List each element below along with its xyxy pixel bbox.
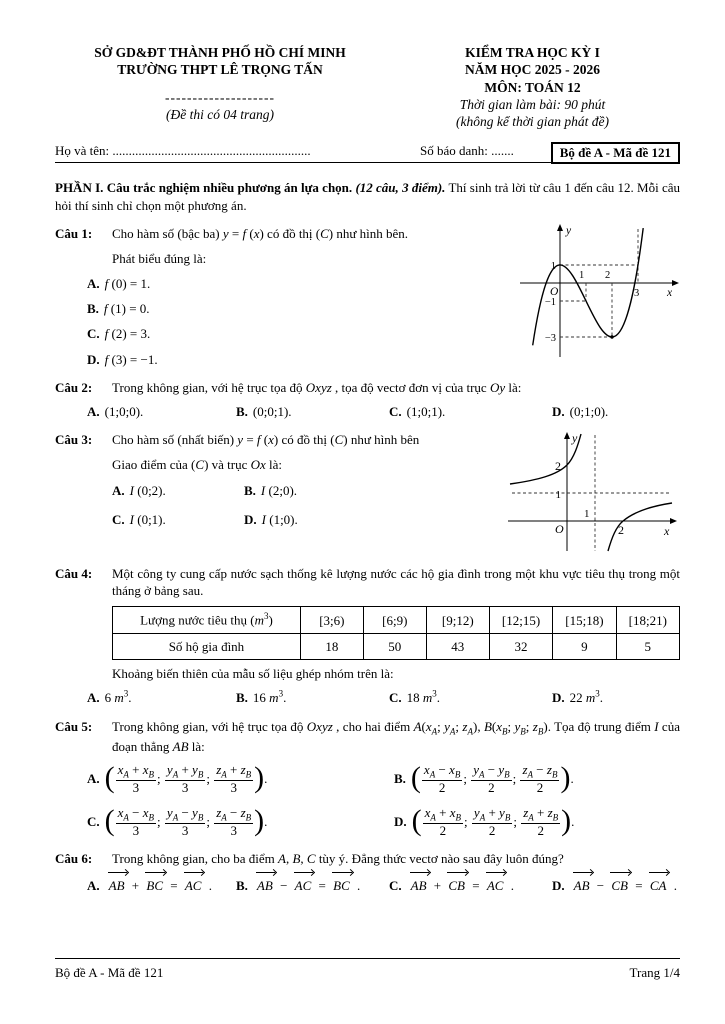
- question-2-text: Trong không gian, với hệ trục tọa độ Oxyz , tọa độ vectơ đơn vị của trục Oy là:: [112, 379, 522, 395]
- pages-note: (Đề thi có 04 trang): [166, 106, 274, 122]
- table-row-intervals: [113, 607, 680, 633]
- option-a-label: A.: [112, 483, 125, 499]
- y-axis-label: y: [572, 431, 578, 446]
- origin-label: O: [555, 522, 564, 537]
- question-4-prompt: Khoảng biến thiên của mẫu số liệu ghép nhóm trên là:: [112, 666, 394, 681]
- frequency-table: [112, 606, 680, 660]
- option-d-text: (0;1;0).: [569, 403, 609, 419]
- page-footer: [55, 958, 680, 981]
- exam-title: KIỂM TRA HỌC KỲ I: [465, 45, 600, 60]
- option-d: [394, 803, 680, 839]
- question-4-options: [87, 689, 680, 706]
- option-d-label: D.: [394, 813, 407, 829]
- x-axis-label: x: [664, 524, 670, 539]
- option-c-text: 18 $m^3$.: [406, 689, 441, 706]
- option-a-label: A.: [87, 403, 100, 419]
- rational-function-graph: [502, 429, 680, 554]
- option-b-label: B.: [236, 690, 248, 706]
- option-a-text: f (0) = 1.: [104, 276, 151, 292]
- question-5-content: [87, 718, 680, 839]
- option-b-label: B.: [394, 770, 406, 786]
- part1-title: PHẦN I. Câu trắc nghiệm nhiều phương án lựa chọn.: [55, 180, 353, 196]
- option-b-text: 16 $m^3$.: [252, 689, 287, 706]
- option-b-text: I (2;0).: [260, 483, 298, 499]
- question-3-prompt: Giao điểm của (C) và trục Ox là:: [112, 457, 283, 473]
- table-cell-count: 32: [489, 633, 552, 659]
- option-b: [236, 689, 389, 706]
- table-cell-count: 50: [363, 633, 426, 659]
- y-tick-m1: −1: [544, 296, 556, 308]
- option-a-text: ( $\frac{x_A + x_B}{3}$ ; $\frac{y_A + y_B}{3}$ ; $\frac{z_A + z_B}{3}$ ).: [104, 760, 268, 796]
- x-tick-1: 1: [584, 508, 590, 521]
- option-c-text: I (0;1).: [129, 511, 166, 527]
- option-a: [87, 760, 394, 796]
- question-4-number: Câu 4:: [55, 566, 93, 582]
- x-tick-1: 1: [579, 269, 585, 281]
- student-name-field: Họ và tên: .............................................................: [55, 143, 311, 159]
- option-d-label: D.: [552, 403, 565, 419]
- y-axis-arrow: [557, 224, 563, 231]
- part1-instructions: Thí sinh trả lời từ câu 1 đến câu 12. Mỗi câu hỏi thí sinh chỉ chọn một phương án.: [55, 180, 680, 213]
- option-b: [236, 874, 389, 899]
- table-cell-interval: [3;6): [300, 607, 363, 633]
- table-cell-interval: [9;12): [426, 607, 489, 633]
- exam-code-box: Bộ đề A - Mã đề 121: [551, 142, 680, 164]
- question-2-options: [87, 403, 680, 420]
- option-b-text: ( $\frac{x_A - x_B}{2}$ ; $\frac{y_A - y_B}{2}$ ; $\frac{z_A - z_B}{2}$ ).: [410, 760, 574, 796]
- option-b-text: (0;0;1).: [252, 403, 292, 419]
- exam-info-block: [385, 44, 680, 130]
- y-tick-2: 2: [555, 459, 561, 474]
- option-b-label: B.: [236, 878, 248, 894]
- hyperbola-curve: [510, 434, 672, 551]
- table-cell-count: 9: [553, 633, 616, 659]
- x-tick-2: 2: [618, 523, 624, 538]
- option-c-label: C.: [389, 403, 402, 419]
- question-6-number: Câu 6:: [55, 851, 93, 867]
- option-c-label: C.: [87, 813, 100, 829]
- left-branch: [510, 434, 581, 484]
- option-c: [389, 403, 552, 420]
- x-tick-2: 2: [605, 269, 611, 281]
- option-a: [87, 874, 236, 899]
- part1-points: (12 câu, 3 điểm).: [355, 180, 446, 196]
- option-c-label: C.: [87, 326, 100, 342]
- x-axis-arrow: [670, 518, 677, 524]
- option-c: [112, 511, 244, 528]
- asymptotes: [512, 435, 670, 551]
- candidate-number-field: Số báo danh: .......: [420, 143, 514, 159]
- question-5-text: Trong không gian, với hệ trục tọa độ Oxyz , cho hai điểm $A(x_A$; $y_A$; $z_A$), $B(x_B$; $y_B$; $z_B$). Tọa độ trung điểm I của đoạn thẳng AB là:: [112, 718, 680, 755]
- option-a-label: A.: [87, 878, 100, 894]
- table-cell-interval: [15;18): [553, 607, 616, 633]
- x-axis-label: x: [667, 286, 673, 299]
- table-cell-count: 43: [426, 633, 489, 659]
- question-5-number: Câu 5:: [55, 718, 93, 734]
- x-axis-arrow: [672, 280, 679, 286]
- question-1-prompt: Phát biểu đúng là:: [112, 250, 207, 266]
- y-tick-m3: −3: [544, 332, 556, 344]
- option-d-label: D.: [552, 690, 565, 706]
- option-a-label: A.: [87, 770, 100, 786]
- option-d-text: 22 $m^3$.: [569, 689, 604, 706]
- option-c-label: C.: [389, 690, 402, 706]
- option-c-label: C.: [112, 511, 125, 527]
- table-row-counts: [113, 633, 680, 659]
- question-3-options: [112, 482, 452, 527]
- option-c-label: C.: [389, 878, 402, 894]
- option-d-label: D.: [552, 878, 565, 894]
- divider-dashes: --------------------: [165, 89, 275, 105]
- option-a-label: A.: [87, 276, 100, 292]
- cubic-function-graph: [508, 221, 680, 361]
- question-3-text: Cho hàm số (nhất biến) y = f (x) có đồ thị (C) như hình bên: [112, 432, 420, 448]
- part1-heading: [55, 179, 680, 213]
- option-b-label: B.: [87, 301, 99, 317]
- question-4-content: [87, 565, 680, 707]
- question-6: [55, 850, 680, 899]
- question-6-options: [87, 874, 680, 899]
- option-c: [389, 689, 552, 706]
- option-a: [87, 403, 236, 420]
- option-b-label: B.: [244, 483, 256, 499]
- question-5: [55, 718, 680, 839]
- footer-page-number: Trang 1/4: [629, 965, 680, 980]
- question-5-options: [87, 760, 680, 839]
- y-axis-label: y: [566, 224, 572, 237]
- option-d-text: f (3) = −1.: [104, 351, 158, 367]
- duration-line: Thời gian làm bài: 90 phút: [459, 96, 606, 112]
- footer-exam-code: Bộ đề A - Mã đề 121: [55, 965, 164, 980]
- duration-note: (không kể thời gian phát đề): [455, 114, 610, 130]
- question-3: [55, 431, 680, 554]
- question-2: [55, 379, 680, 420]
- table-cell-interval: [6;9): [363, 607, 426, 633]
- option-b: [244, 482, 452, 499]
- option-a-label: A.: [87, 690, 100, 706]
- school-name: TRƯỜNG THPT LÊ TRỌNG TẤN: [117, 62, 323, 78]
- question-3-number: Câu 3:: [55, 432, 93, 448]
- question-3-content: [112, 431, 680, 554]
- option-d-text: ( $\frac{x_A + x_B}{2}$ ; $\frac{y_A + y_B}{2}$ ; $\frac{z_A + z_B}{2}$ ).: [411, 803, 575, 839]
- option-a-text: (1;0;0).: [104, 403, 144, 419]
- option-d: [552, 403, 680, 420]
- origin-label: O: [550, 285, 559, 298]
- option-c-text: AB + CB = AC .: [407, 878, 514, 893]
- option-c-text: f (2) = 3.: [104, 326, 151, 342]
- option-d-text: I (1;0).: [261, 511, 298, 527]
- option-a-text: I (0;2).: [129, 483, 166, 499]
- table-cell-interval: [18;21): [616, 607, 679, 633]
- question-6-text: Trong không gian, cho ba điểm A, B, C tùy ý. Đẳng thức vectơ nào sau đây luôn đúng?: [112, 851, 564, 867]
- option-d: [552, 689, 680, 706]
- option-d: [552, 874, 680, 899]
- option-b-text: f (1) = 0.: [103, 301, 150, 317]
- question-1-text: Cho hàm số (bậc ba) y = f (x) có đồ thị (C) như hình bên.: [112, 225, 409, 241]
- table-cell-count: 5: [616, 633, 679, 659]
- subject-line: MÔN: TOÁN 12: [484, 79, 581, 95]
- option-b: [394, 760, 680, 796]
- table-row-label: Số hộ gia đình: [113, 633, 301, 659]
- option-d: [244, 511, 452, 528]
- option-c: [389, 874, 552, 899]
- question-4: [55, 565, 680, 707]
- exam-header: [55, 44, 680, 130]
- question-2-number: Câu 2:: [55, 379, 93, 395]
- option-a: [87, 689, 236, 706]
- table-cell-count: 18: [300, 633, 363, 659]
- question-1-number: Câu 1:: [55, 225, 93, 241]
- option-d-label: D.: [87, 351, 100, 367]
- question-2-content: [87, 379, 680, 420]
- minimum-point: [610, 335, 613, 338]
- table-cell-interval: [12;15): [489, 607, 552, 633]
- option-d-label: D.: [244, 511, 257, 527]
- option-b-label: B.: [236, 403, 248, 419]
- question-1-content: [87, 224, 680, 368]
- option-c-text: ( $\frac{x_A - x_B}{3}$ ; $\frac{y_A - y_B}{3}$ ; $\frac{z_A - z_B}{3}$ ).: [104, 803, 268, 839]
- option-a: [112, 482, 244, 499]
- question-6-content: [87, 850, 680, 899]
- school-year: NĂM HỌC 2025 - 2026: [465, 62, 600, 78]
- school-info-block: [55, 44, 385, 130]
- table-header-label: Lượng nước tiêu thụ $(m^3)$: [113, 607, 301, 633]
- option-a-text: 6 $m^3$.: [104, 689, 132, 706]
- department-name: SỞ GD&ĐT THÀNH PHỐ HỒ CHÍ MINH: [94, 45, 346, 60]
- question-1: [55, 225, 680, 368]
- option-d-text: AB − CB = CA .: [570, 878, 677, 893]
- y-tick-1: 1: [550, 260, 556, 272]
- option-c-text: (1;0;1).: [406, 403, 446, 419]
- option-b-text: AB − AC = BC .: [253, 878, 360, 893]
- option-a-text: AB + BC = AC .: [105, 878, 212, 893]
- student-info-row: [55, 142, 680, 163]
- option-b: [236, 403, 389, 420]
- question-4-text: Một công ty cung cấp nước sạch thống kê lượng nước các hộ gia đình trong một khu vực tiêu thụ trong một tháng ở bảng sau.: [112, 566, 680, 599]
- option-c: [87, 803, 394, 839]
- x-tick-3: 3: [634, 287, 640, 299]
- y-tick-1: 1: [555, 489, 561, 502]
- y-axis-arrow: [564, 432, 570, 439]
